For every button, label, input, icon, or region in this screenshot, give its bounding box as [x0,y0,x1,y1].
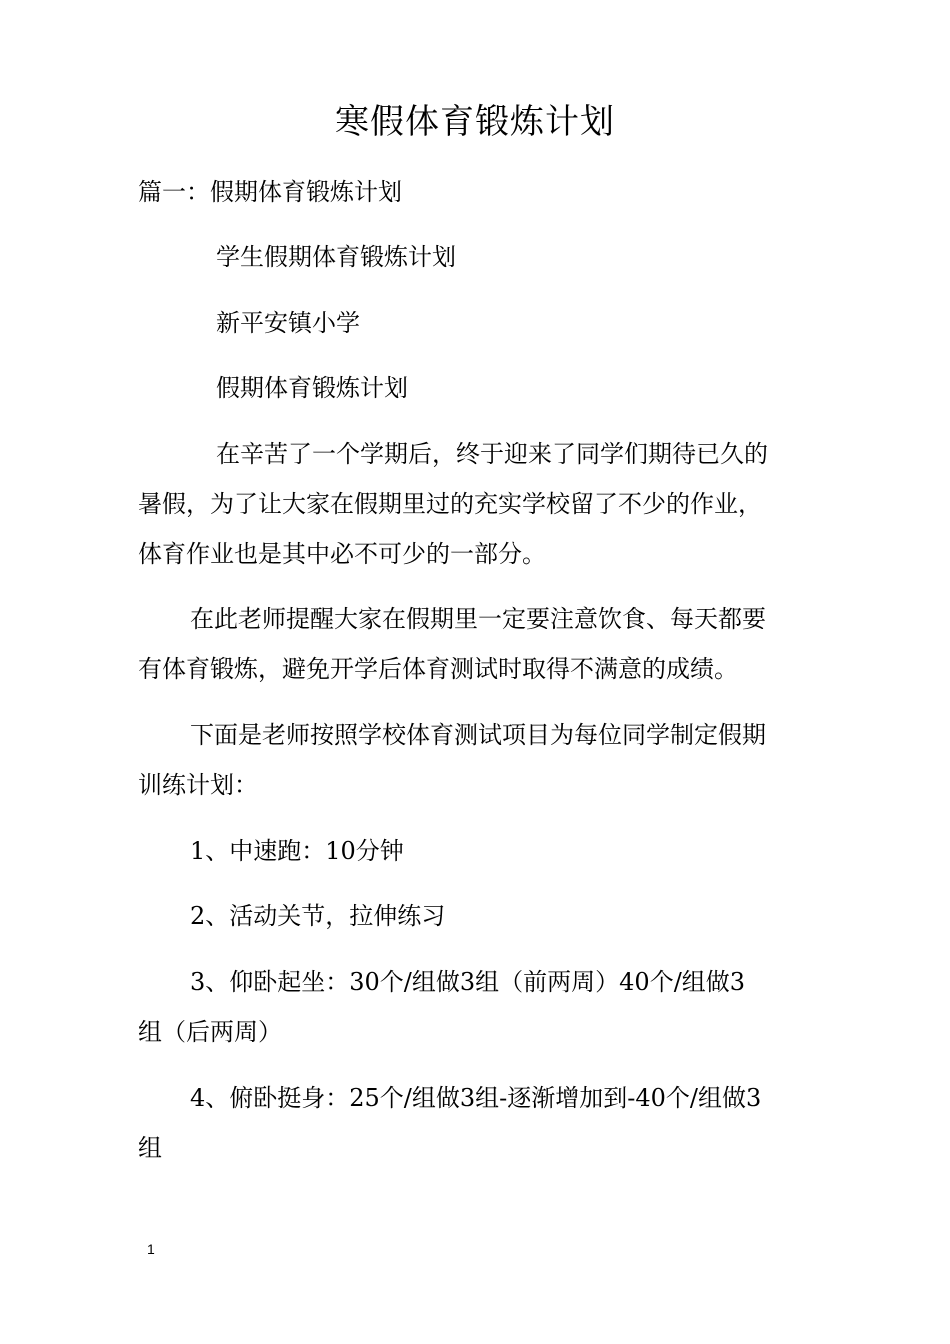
paragraph-line: 在辛苦了一个学期后，终于迎来了同学们期待已久的 [216,440,768,468]
paragraph-line: 在此老师提醒大家在假期里一定要注意饮食、每天都要 [190,605,766,633]
page-number: 1 [147,1241,155,1257]
list-item: 4、俯卧挺身：25个/组做3组-逐渐增加到-40个/组做3 [190,1084,762,1112]
list-item-continuation: 组 [138,1134,162,1162]
list-item: 3、仰卧起坐：30个/组做3组（前两周）40个/组做3 [190,968,746,996]
document-title: 寒假体育锻炼计划 [335,102,615,142]
plan-name-line: 假期体育锻炼计划 [216,374,408,402]
paragraph-line: 下面是老师按照学校体育测试项目为每位同学制定假期 [190,721,766,749]
list-item-continuation: 组（后两周） [138,1018,282,1046]
paragraph-line: 训练计划： [138,771,258,799]
subtitle-line: 学生假期体育锻炼计划 [216,243,456,271]
list-item: 2、活动关节，拉伸练习 [190,902,446,930]
paragraph-line: 暑假，为了让大家在假期里过的充实学校留了不少的作业， [138,490,762,518]
paragraph-line: 体育作业也是其中必不可少的一部分。 [138,540,546,568]
school-name-line: 新平安镇小学 [216,309,360,337]
paragraph-line: 有体育锻炼，避免开学后体育测试时取得不满意的成绩。 [138,655,738,683]
section-heading: 篇一：假期体育锻炼计划 [138,178,402,206]
list-item: 1、中速跑：10分钟 [190,837,404,865]
